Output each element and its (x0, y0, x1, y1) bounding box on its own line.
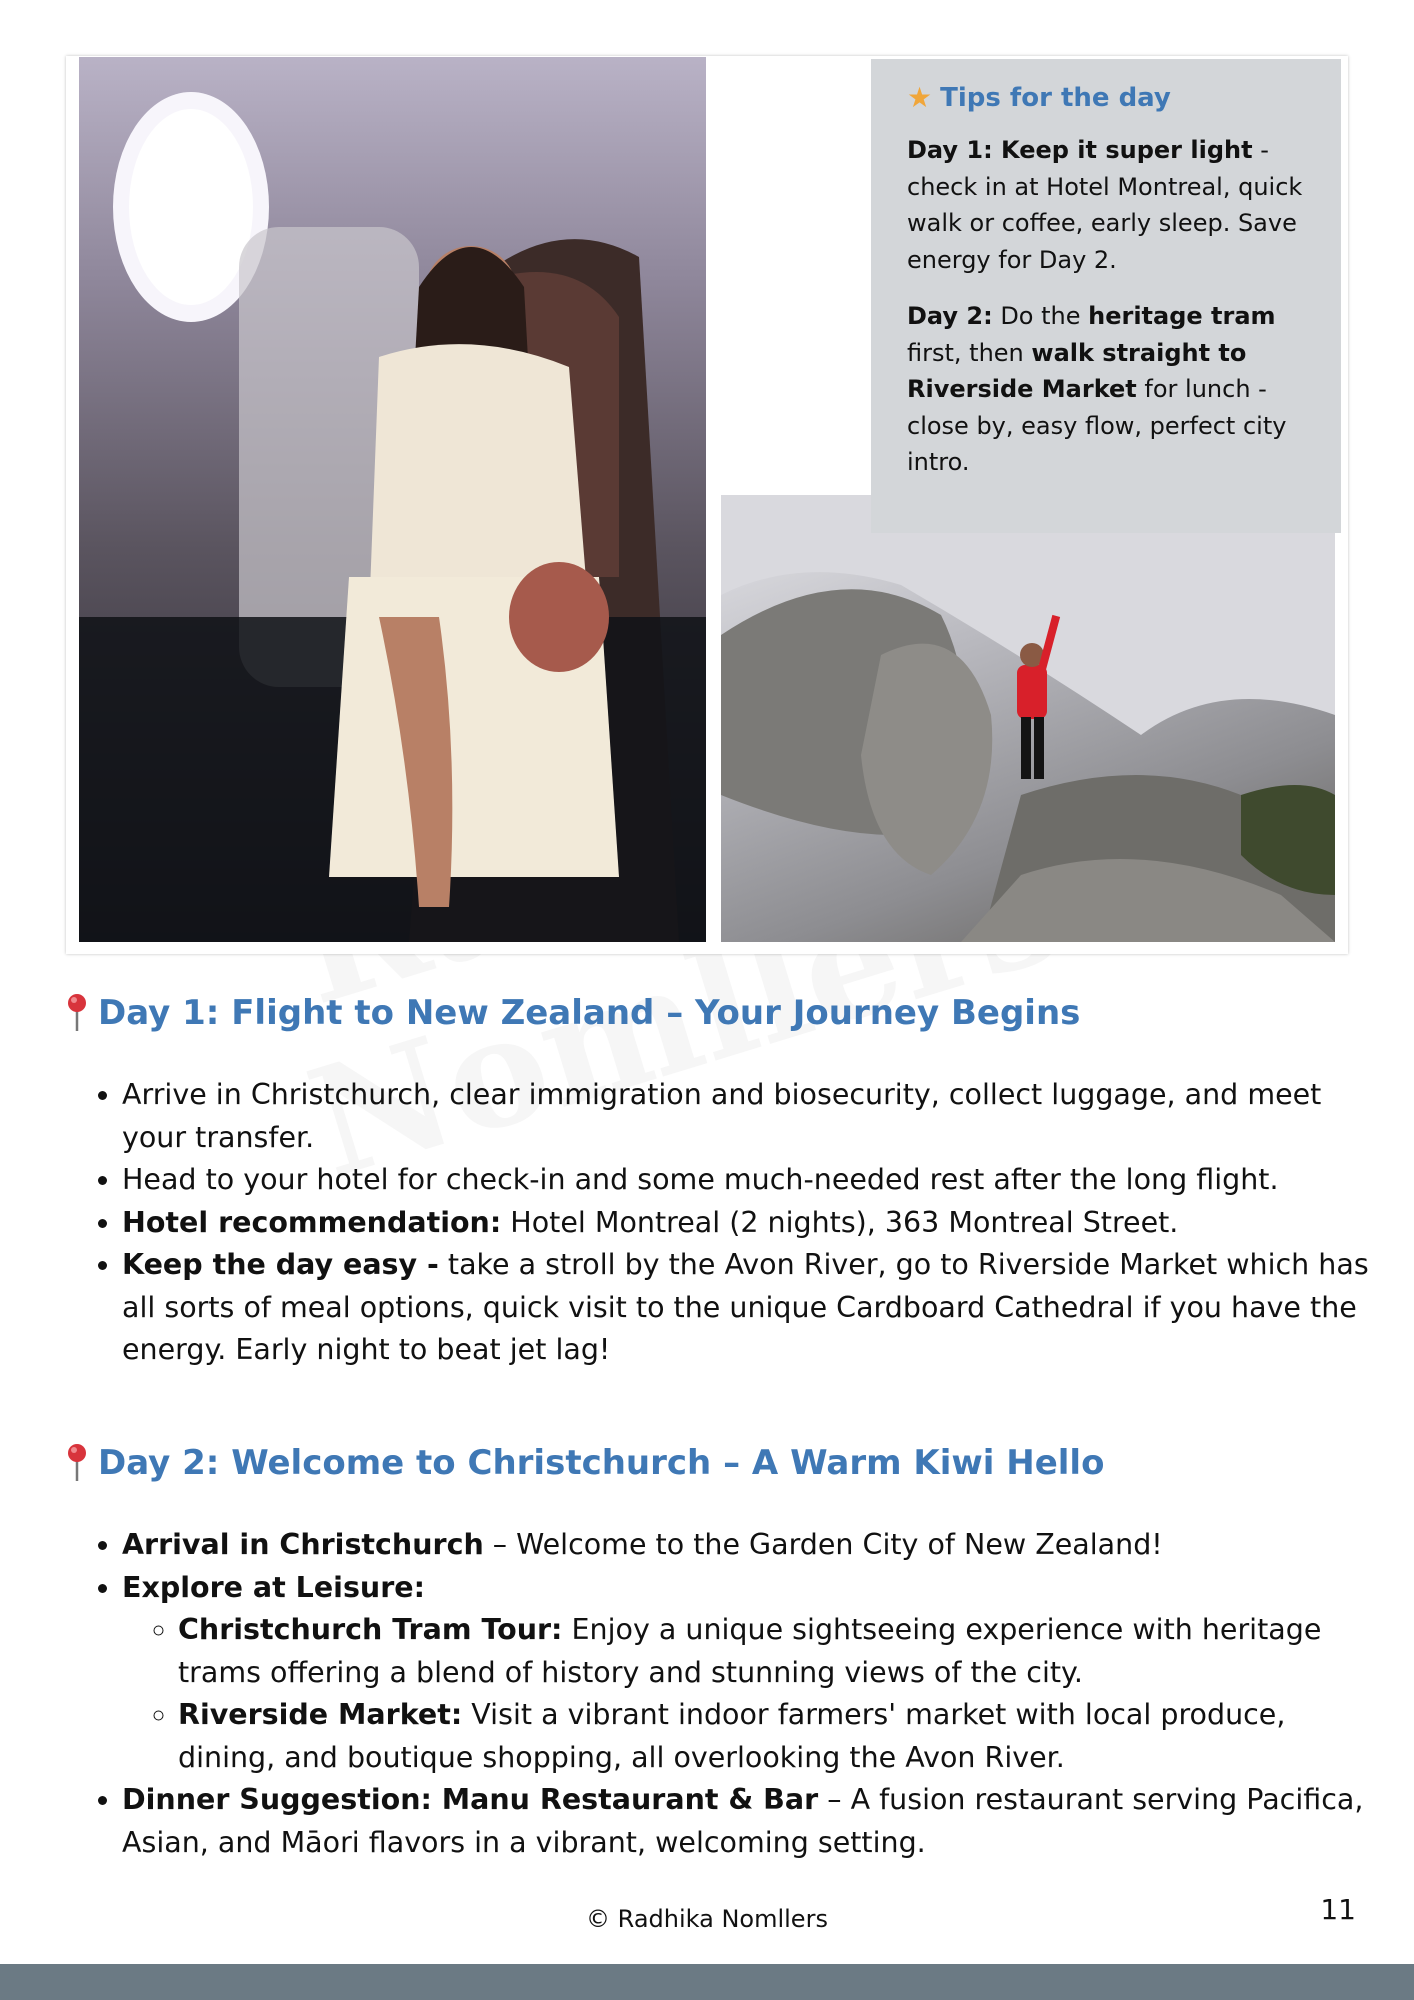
tips-day2-text: for lunch - close by, easy flow, perfect city intro. (907, 375, 1287, 476)
tips-day2 (907, 298, 1317, 481)
tips-day2-bold: walk straight to Riverside Market (907, 338, 1247, 403)
tips-day1-text: - check in at Hotel Montreal, quick walk or coffee, early sleep. Save energy for Day 2. (907, 136, 1303, 274)
list-item (122, 1202, 1382, 1245)
day1-list (82, 1074, 1382, 1372)
list-item-label: Christchurch Tram Tour: (178, 1613, 563, 1646)
tips-day2-label: Day 2: (907, 302, 993, 330)
tips-day1-label: Day 1: Keep it super light (907, 136, 1253, 164)
list-item-text: Visit a vibrant indoor farmers' market with local produce, dining, and boutique shopping, all overlooking the Avon River. (178, 1698, 1286, 1774)
star-icon: ★ (907, 81, 933, 114)
list-item-label: Arrival in Christchurch (122, 1528, 484, 1561)
tips-day2-bold: heritage tram (1088, 302, 1276, 330)
sub-list-item (178, 1694, 1382, 1779)
tips-day2-text: first, then (907, 338, 1032, 367)
bottom-bar (0, 1964, 1414, 2000)
list-item-label: Keep the day easy - (122, 1248, 439, 1281)
sub-list-item (178, 1609, 1382, 1694)
list-item (122, 1567, 1382, 1780)
tips-title (907, 81, 1317, 114)
tips-title-text: Tips for the day (940, 82, 1171, 113)
tips-day1 (907, 132, 1317, 278)
list-item-label: Riverside Market: (178, 1698, 463, 1731)
list-item-text: Hotel Montreal (2 nights), 363 Montreal Street. (501, 1205, 1179, 1239)
list-item-label: Hotel recommendation: (122, 1205, 502, 1239)
page-number: 11 (1320, 1893, 1356, 1926)
list-item-label: Explore at Leisure: (122, 1570, 425, 1604)
day2-heading (66, 1443, 1104, 1483)
list-item-text: take a stroll by the Avon River, go to Riverside Market which has all sorts of meal options, quick visit to the unique Cardboard Cathedral if you have the energy. Early night to beat jet lag! (122, 1248, 1369, 1366)
list-item-text: Head to your hotel for check-in and some much-needed rest after the long flight. (122, 1163, 1279, 1196)
list-item-text: – Welcome to the Garden City of New Zealand! (483, 1528, 1163, 1561)
list-item (122, 1779, 1382, 1864)
day1-heading (66, 993, 1080, 1033)
tips-day2-text: Do the (992, 302, 1089, 330)
day1-heading-text: Day 1: Flight to New Zealand – Your Journey Begins (98, 993, 1081, 1033)
list-item (122, 1524, 1382, 1567)
list-item (122, 1244, 1382, 1372)
pin-icon (66, 1443, 88, 1483)
list-item-text: Arrive in Christchurch, clear immigration and biosecurity, collect luggage, and meet your transfer. (122, 1078, 1322, 1154)
list-item (122, 1159, 1382, 1202)
list-item-label: Dinner Suggestion: Manu Restaurant & Bar (122, 1783, 819, 1816)
photo-mountain-rocks (721, 495, 1335, 942)
sub-list (122, 1609, 1382, 1779)
footer-copyright: © Radhika Nomllers (586, 1905, 828, 1933)
list-item-text: – A fusion restaurant serving Pacifica, Asian, and Māori flavors in a vibrant, welcoming setting. (122, 1783, 1364, 1859)
day2-list (82, 1524, 1382, 1864)
photo-airplane-seat (79, 57, 706, 942)
list-item (122, 1074, 1382, 1159)
list-item-text: Enjoy a unique sightseeing experience with heritage trams offering a blend of history and stunning views of the city. (178, 1613, 1322, 1689)
pin-icon (66, 993, 88, 1033)
day2-heading-text: Day 2: Welcome to Christchurch – A Warm Kiwi Hello (98, 1443, 1105, 1483)
tips-box (871, 59, 1341, 533)
